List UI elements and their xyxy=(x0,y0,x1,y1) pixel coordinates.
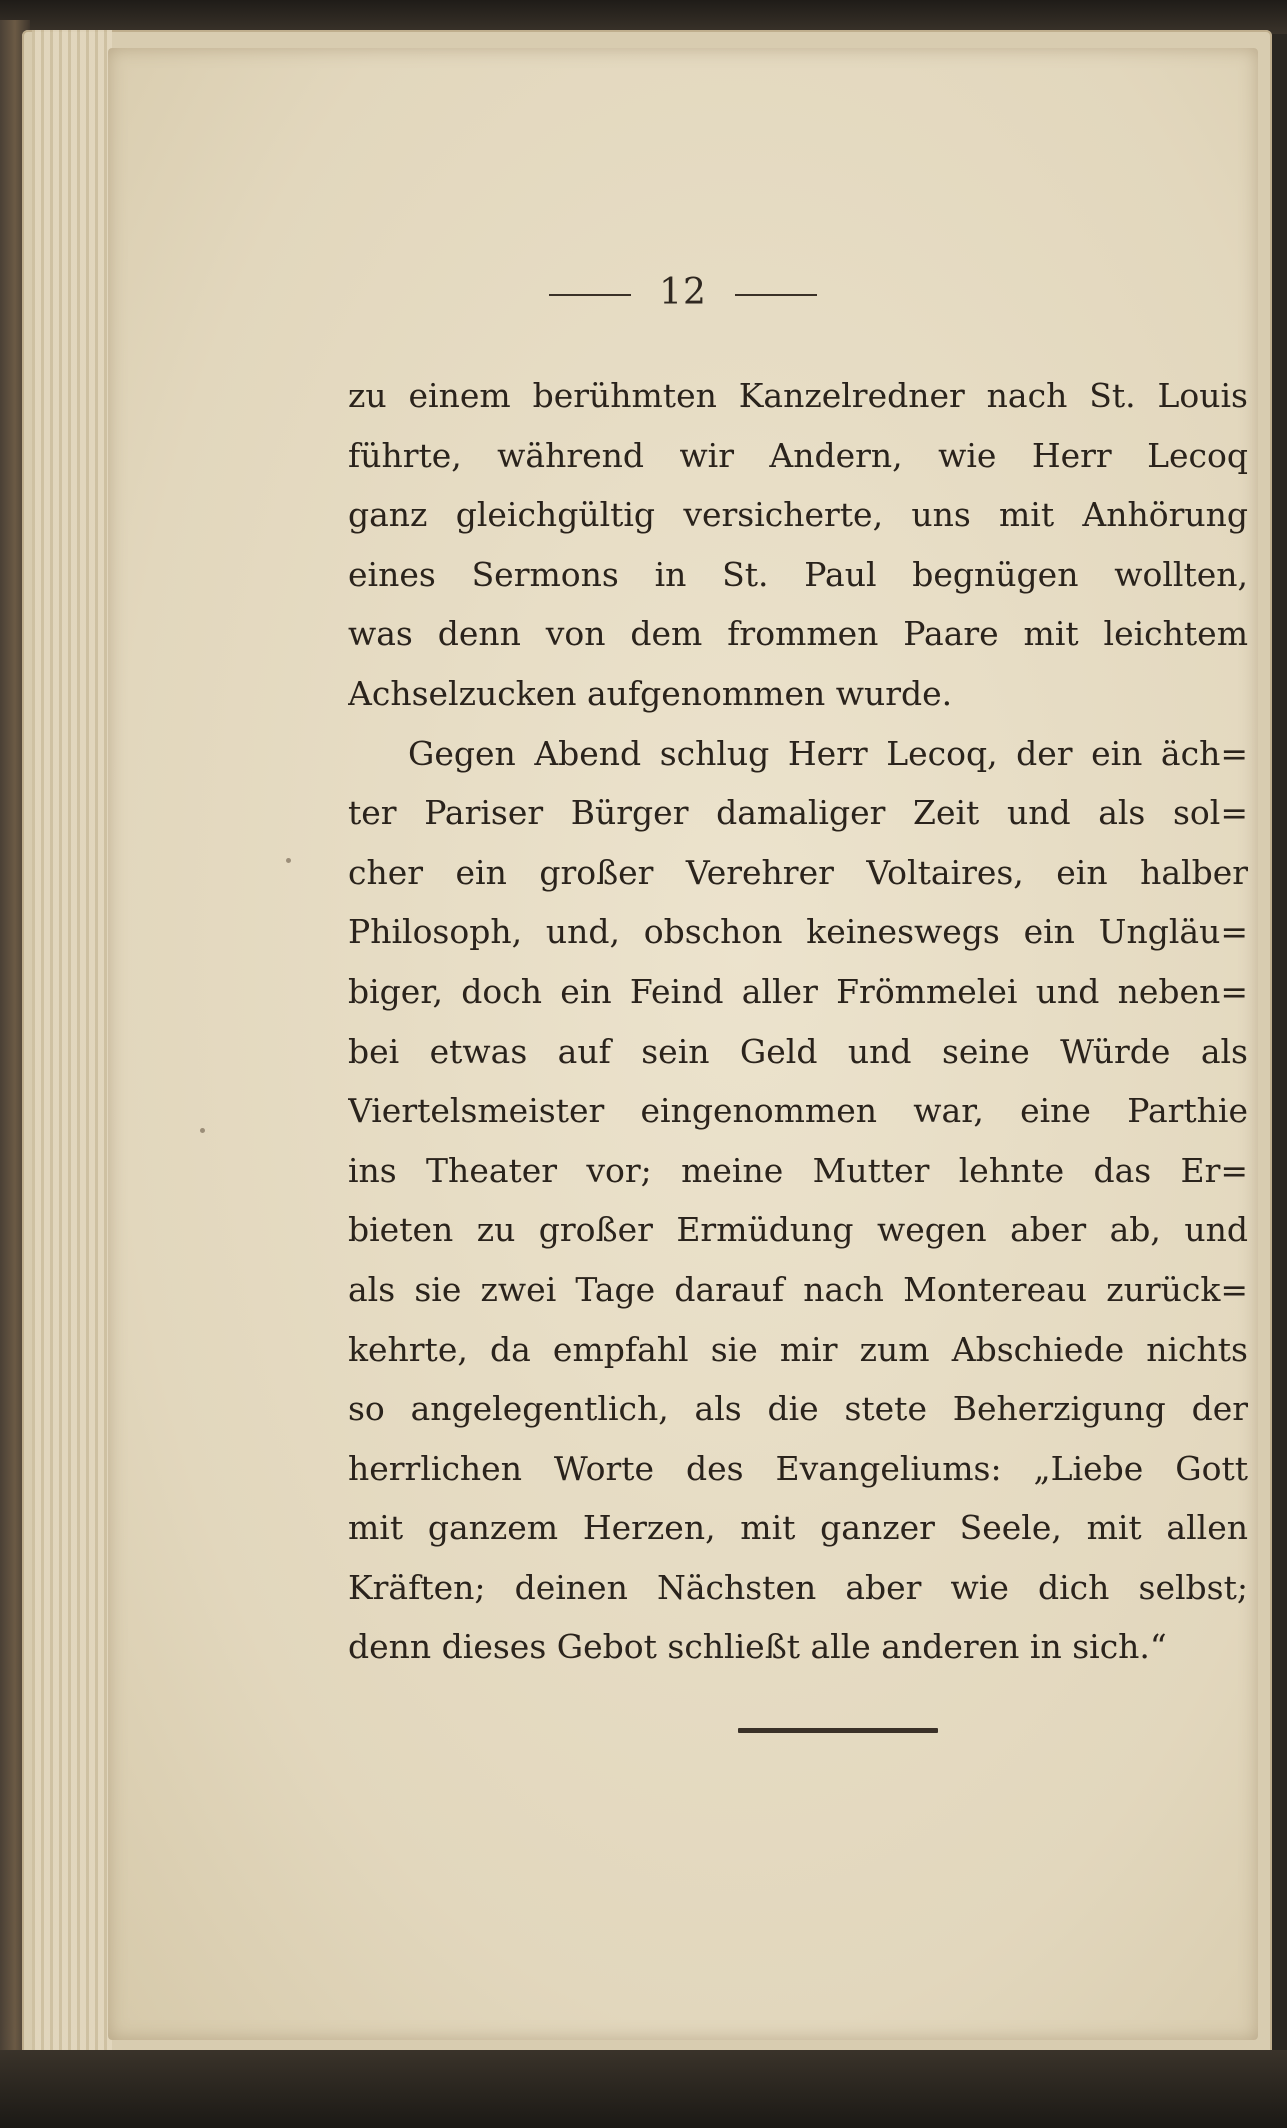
body-text xyxy=(348,366,1248,1677)
text-line: was denn von dem frommen Paare mit leichtem xyxy=(348,614,1248,654)
paper-speck xyxy=(286,858,291,863)
chapter-end-rule xyxy=(738,1728,938,1733)
text-line: so angelegentlich, als die stete Beherzigung der xyxy=(348,1389,1248,1429)
header-rule-right xyxy=(735,294,817,296)
page-number: 12 xyxy=(659,272,707,313)
text-line: führte, während wir Andern, wie Herr Lecoq xyxy=(348,435,1248,475)
paper-speck xyxy=(200,1128,205,1133)
text-line: bei etwas auf sein Geld und seine Würde als xyxy=(348,1031,1248,1071)
text-line: kehrte, da empfahl sie mir zum Abschiede nichts xyxy=(348,1329,1248,1369)
text-line: herrlichen Worte des Evangeliums: „Liebe Gott xyxy=(348,1448,1248,1488)
text-line: als sie zwei Tage darauf nach Montereau zurück= xyxy=(348,1269,1248,1309)
book-page xyxy=(108,48,1258,2040)
text-line: Gegen Abend schlug Herr Lecoq, der ein äch= xyxy=(408,733,1248,773)
text-line: Viertelsmeister eingenommen war, eine Parthie xyxy=(348,1091,1248,1131)
text-line: Philosoph, und, obschon keineswegs ein Ungläu= xyxy=(348,912,1248,952)
text-line: mit ganzem Herzen, mit ganzer Seele, mit allen xyxy=(348,1508,1248,1548)
text-line: eines Sermons in St. Paul begnügen wollten, xyxy=(348,554,1248,594)
text-line: Kräften; deinen Nächsten aber wie dich selbst; xyxy=(348,1567,1248,1607)
text-line: denn dieses Gebot schließt alle anderen in sich.“ xyxy=(348,1627,1167,1667)
text-line: cher ein großer Verehrer Voltaires, ein halber xyxy=(348,852,1248,892)
page-header xyxy=(108,272,1258,313)
header-rule-left xyxy=(549,294,631,296)
book-cover-bottom-edge xyxy=(0,2050,1287,2128)
text-line: ins Theater vor; meine Mutter lehnte das Er= xyxy=(348,1150,1248,1190)
text-line: Achselzucken aufgenommen wurde. xyxy=(348,673,953,713)
book-cover-top-edge xyxy=(0,0,1287,34)
text-line: bieten zu großer Ermüdung wegen aber ab, und xyxy=(348,1210,1248,1250)
text-line: zu einem berühmten Kanzelredner nach St. Louis xyxy=(348,376,1248,415)
text-line: biger, doch ein Feind aller Frömmelei und neben= xyxy=(348,971,1248,1011)
text-line: ganz gleichgültig versicherte, uns mit Anhörung xyxy=(348,495,1248,535)
text-line: ter Pariser Bürger damaliger Zeit und als sol= xyxy=(348,793,1248,833)
